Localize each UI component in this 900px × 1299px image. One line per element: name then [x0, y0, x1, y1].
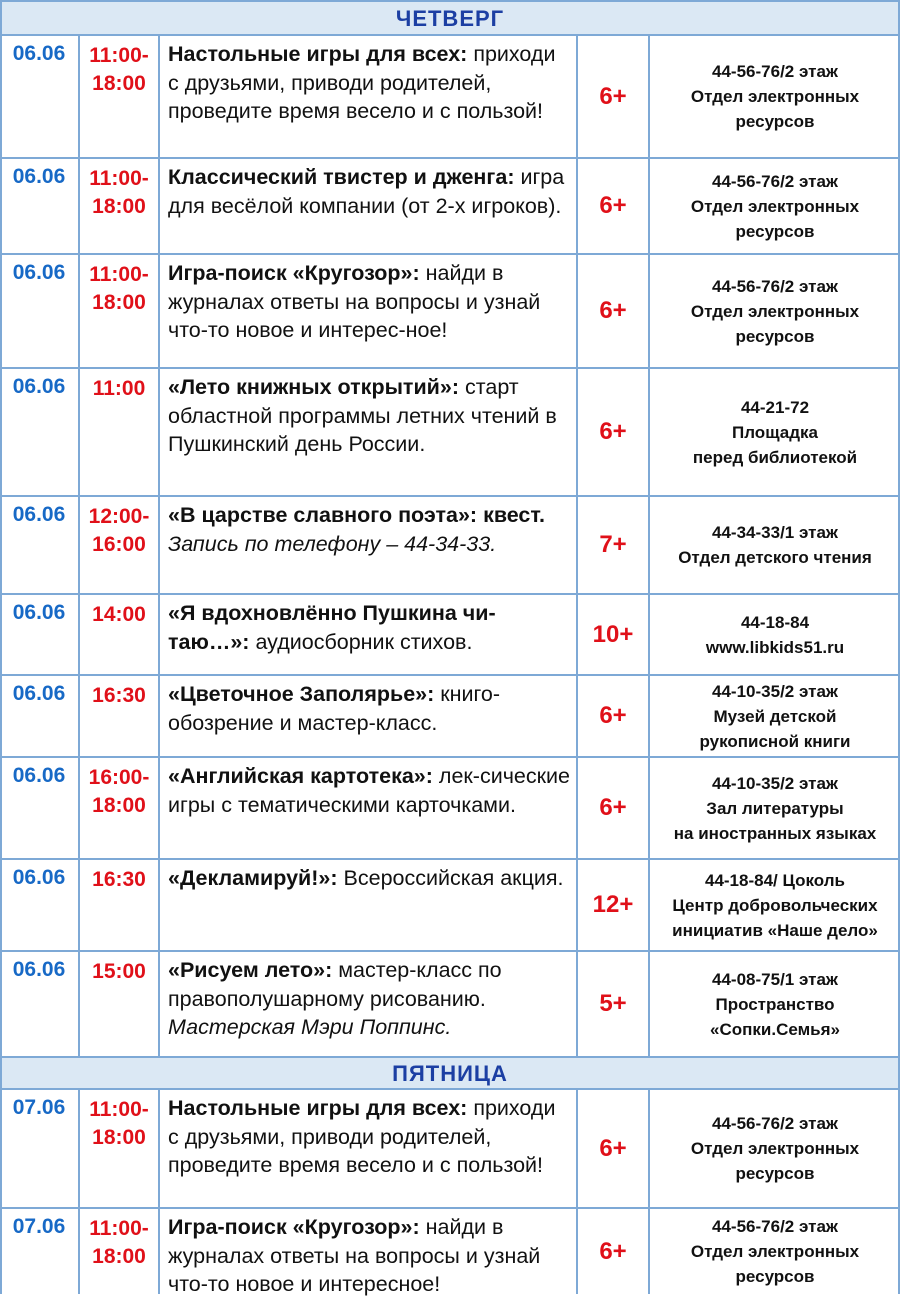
- event-date: 06.06: [0, 758, 80, 858]
- event-title: «Лето книжных открытий»: старт областной программы летних чтений в Пушкинский день России.: [160, 369, 578, 495]
- event-time: 11:00- 18:00: [80, 159, 160, 253]
- event-location: 44-56-76/2 этаж Отдел электронных ресурсов: [690, 1217, 860, 1286]
- event-location: 44-10-35/2 этаж Зал литературы на иностранных языках: [673, 773, 877, 843]
- age-rating: 6+: [578, 1090, 650, 1207]
- event-location: 44-56-76/2 этаж Отдел электронных ресурсов: [690, 276, 860, 346]
- event-date: 07.06: [0, 1090, 80, 1207]
- event-date: 06.06: [0, 255, 80, 367]
- event-title: «Английская картотека»: лек-сические игры с тематическими карточками.: [160, 758, 578, 858]
- age-rating: 6+: [578, 36, 650, 157]
- event-location: 44-08-75/1 этаж Пространство «Сопки.Семья»: [710, 969, 840, 1039]
- event-location: 44-56-76/2 этаж Отдел электронных ресурсов: [690, 171, 860, 241]
- event-location: 44-18-84 www.libkids51.ru: [705, 612, 845, 657]
- event-time: 11:00- 18:00: [80, 255, 160, 367]
- event-title: Настольные игры для всех: приходи с друзьями, приводи родителей, проведите время весело и с пользой!: [160, 36, 578, 157]
- event-location: 44-21-72 Площадка перед библиотекой: [692, 397, 858, 467]
- event-title: Классический твистер и дженга: игра для весёлой компании (от 2-х игроков).: [160, 159, 578, 253]
- age-rating: 6+: [578, 676, 650, 756]
- age-rating: 6+: [578, 369, 650, 495]
- event-date: 06.06: [0, 369, 80, 495]
- event-title: «Цветочное Заполярье»: книго-обозрение и мастер-класс.: [160, 676, 578, 756]
- event-time: 11:00- 18:00: [80, 1209, 160, 1294]
- event-title: «Я вдохновлённо Пушкина чи-таю…»: аудиосборник стихов.: [160, 595, 578, 674]
- event-title: Игра-поиск «Кругозор»: найди в журналах ответы на вопросы и узнай что-то новое и интересное!: [160, 1209, 578, 1294]
- event-row: [0, 159, 900, 255]
- event-time: 11:00- 18:00: [80, 36, 160, 157]
- event-date: 06.06: [0, 497, 80, 593]
- age-rating: 12+: [578, 860, 650, 950]
- event-time: 11:00: [80, 369, 160, 495]
- age-rating: 10+: [578, 595, 650, 674]
- event-row: [0, 952, 900, 1056]
- event-row: [0, 497, 900, 595]
- event-time: 15:00: [80, 952, 160, 1056]
- age-rating: 6+: [578, 159, 650, 253]
- event-row: [0, 758, 900, 860]
- day-header-friday: ПЯТНИЦА: [0, 1056, 900, 1090]
- event-date: 06.06: [0, 952, 80, 1056]
- event-date: 06.06: [0, 676, 80, 756]
- event-time: 16:00- 18:00: [80, 758, 160, 858]
- age-rating: 7+: [578, 497, 650, 593]
- event-date: 06.06: [0, 159, 80, 253]
- event-location: 44-10-35/2 этаж Музей детской рукописной книги: [699, 681, 851, 751]
- event-location: 44-34-33/1 этаж Отдел детского чтения: [678, 523, 872, 567]
- event-title: «Рисуем лето»: мастер-класс по правополушарному рисованию. Мастерская Мэри Поппинс.: [160, 952, 578, 1056]
- event-location: 44-56-76/2 этаж Отдел электронных ресурсов: [690, 62, 860, 131]
- event-row: [0, 676, 900, 758]
- event-title: «Декламируй!»: Всероссийская акция.: [160, 860, 578, 950]
- event-time: 16:30: [80, 860, 160, 950]
- event-time: 12:00- 16:00: [80, 497, 160, 593]
- event-row: [0, 1090, 900, 1209]
- event-time: 16:30: [80, 676, 160, 756]
- age-rating: 5+: [578, 952, 650, 1056]
- event-date: 06.06: [0, 36, 80, 157]
- event-row: [0, 36, 900, 159]
- event-row: [0, 255, 900, 369]
- age-rating: 6+: [578, 758, 650, 858]
- event-title: «В царстве славного поэта»: квест. Запись по телефону – 44-34-33.: [160, 497, 578, 593]
- table-border-left: [0, 0, 2, 1294]
- age-rating: 6+: [578, 1209, 650, 1294]
- event-row: [0, 369, 900, 497]
- event-time: 11:00- 18:00: [80, 1090, 160, 1207]
- event-location: 44-18-84/ Цоколь Центр добровольческих инициатив «Наше дело»: [672, 870, 878, 940]
- event-date: 06.06: [0, 595, 80, 674]
- event-row: [0, 860, 900, 952]
- day-header-thursday: ЧЕТВЕРГ: [0, 0, 900, 36]
- event-date: 07.06: [0, 1209, 80, 1294]
- age-rating: 6+: [578, 255, 650, 367]
- event-row: [0, 595, 900, 676]
- event-location: 44-56-76/2 этаж Отдел электронных ресурсов: [690, 1114, 860, 1183]
- event-time: 14:00: [80, 595, 160, 674]
- event-row: [0, 1209, 900, 1294]
- event-title: Игра-поиск «Кругозор»: найди в журналах ответы на вопросы и узнай что-то новое и интерес-ное!: [160, 255, 578, 367]
- event-title: Настольные игры для всех: приходи с друзьями, приводи родителей, проведите время весело и с пользой!: [160, 1090, 578, 1207]
- event-date: 06.06: [0, 860, 80, 950]
